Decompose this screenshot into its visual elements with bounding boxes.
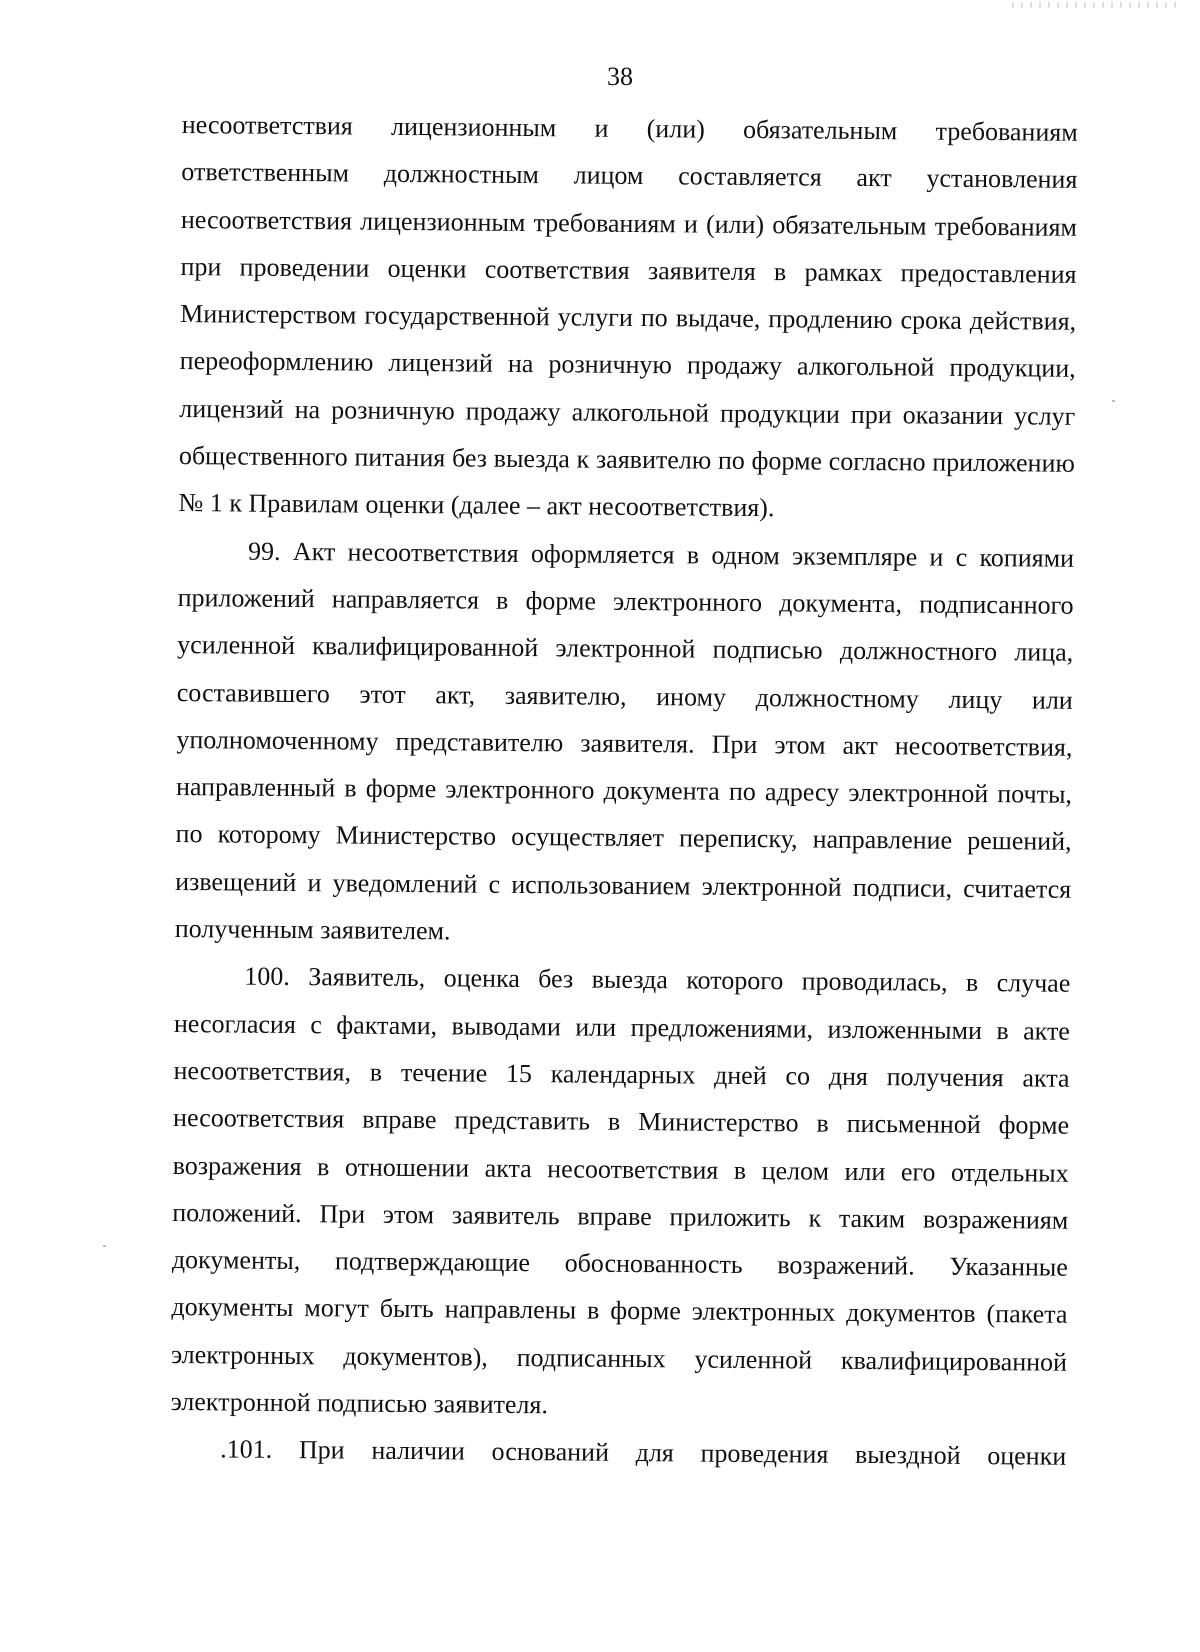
scan-artifact [1012,2,1182,8]
scan-artifact [1112,400,1115,402]
page-number: 38 [607,62,633,91]
paragraph-101: .101. При наличии оснований для проведения выездной оценки [220,1434,1067,1472]
paragraph-99: 99. Акт несоответствия оформляется в одном экземпляре и с копиями приложений направляется в форме электронного документа, подписанного усиленной квалифицированной электронной подписью должностного лица, составившего этот акт, заявителю, иному должностному лицу или уполномоченному представителю заявителя. При этом акт несоответствия, направленный в форме электронного документа по адресу электронной почты, по которому Министерство осуществляет переписку, направление решений, извещений и уведомлений с использованием электронной подписи, считается полученным заявителем. [174,536,1075,946]
paragraph-100: 100. Заявитель, оценка без выезда которого проводилась, в случае несогласия с фактами, выводами или предложениями, изложенными в акте несоответствия, в течение 15 календарных дней со дня получения акта несоответствия вправе представить в Министерство в письменной форме возражения в отношении акта несоответствия в целом или его отдельных положений. При этом заявитель вправе приложить к таким возражениям документы, подтверждающие обоснованность возражений. Указанные документы могут быть направлены в форме электронных документов (пакета электронных документов), подписанных усиленной квалифицированной электронной подписью заявителя. [170,961,1071,1420]
scan-artifact [103,1245,106,1247]
paragraph-98-continued: несоответствия лицензионным и (или) обязательным требованиям ответственным должностным лицом составляется акт установления несоответствия лицензионным требованиям и (или) обязательным требованиям при проведении оценки соответствия заявителя в рамках предоставления Министерством государственной услуги по выдаче, продлению срока действия, переоформлению лицензий на розничную продажу алкогольной продукции, лицензий на розничную продажу алкогольной продукции при оказании услуг общественного питания без выезда к заявителю по форме согласно приложению № 1 к Правилам оценки (далее – акт несоответствия). [178,109,1078,523]
document-body [170,101,1078,1480]
